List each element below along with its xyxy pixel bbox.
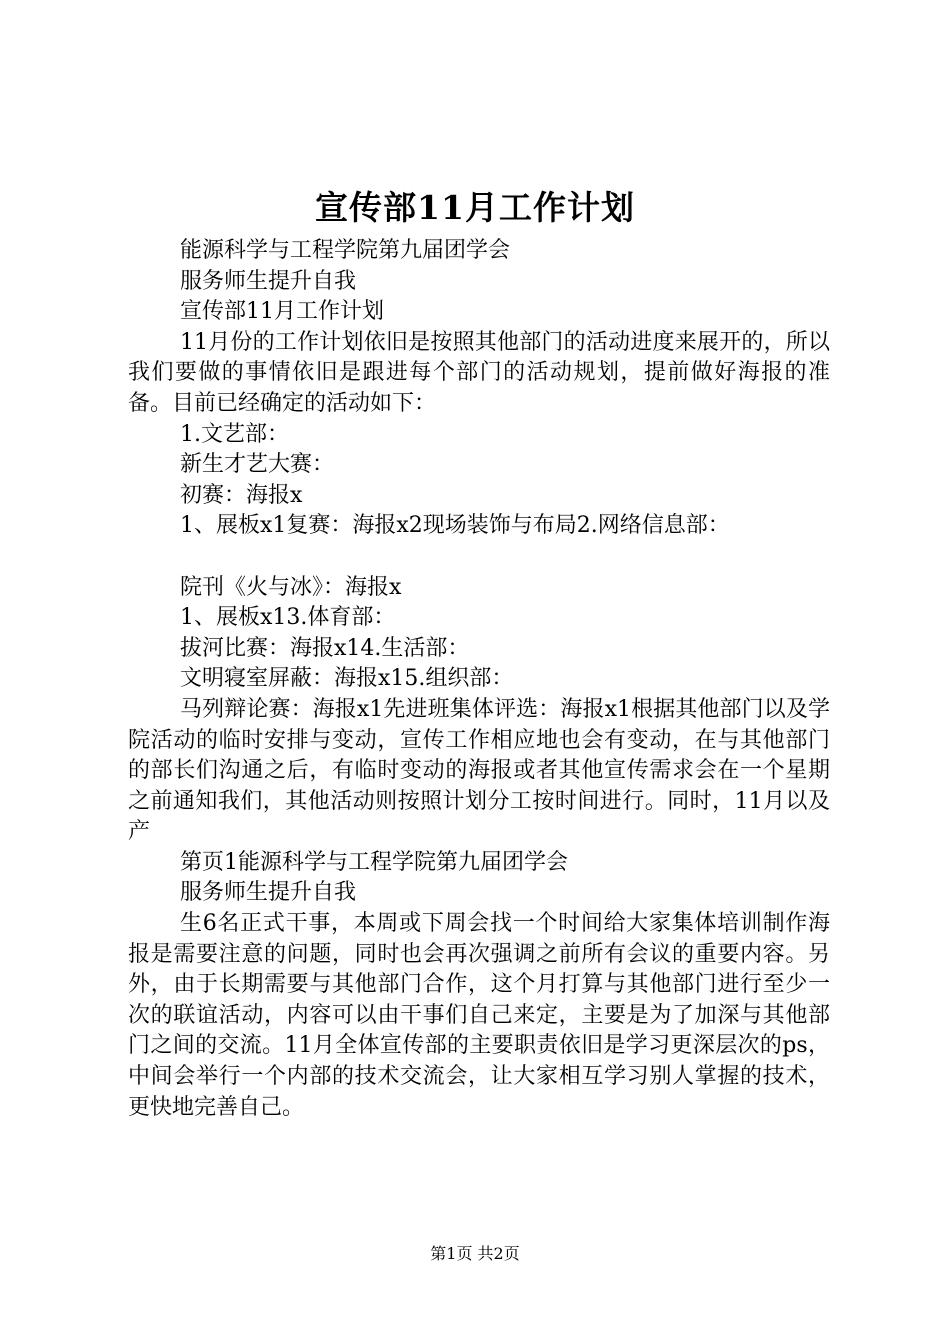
document-body bbox=[128, 236, 830, 1123]
schedule-paragraph: 马列辩论赛：海报x1先进班集体评选：海报x1根据其他部门以及学院活动的临时安排与变动，宣传工作相应地也会有变动，在与其他部门的部长们沟通之后，有临时变动的海报或者其他宣传需求会在一个星期之前通知我们，其他活动则按照计划分工按时间进行。同时，11月以及产 bbox=[128, 696, 830, 845]
list-item: 1、展板x1复赛：海报x2现场装饰与布局2.网络信息部： bbox=[180, 513, 730, 539]
document-title: 宣传部11月工作计划 bbox=[315, 188, 635, 227]
slogan-line: 服务师生提升自我 bbox=[180, 880, 357, 906]
list-item: 院刊《火与冰》：海报x bbox=[180, 574, 402, 600]
slogan-line: 服务师生提升自我 bbox=[180, 268, 357, 294]
list-item: 文明寝室屏蔽：海报x15.组织部： bbox=[180, 666, 514, 692]
page-break-line: 第页1能源科学与工程学院第九届团学会 bbox=[180, 849, 568, 875]
list-item: 初赛：海报x bbox=[180, 482, 303, 508]
training-paragraph: 生6名正式干事，本周或下周会找一个时间给大家集体培训制作海报是需要注意的问题，同时也会再次强调之前所有会议的重要内容。另外，由于长期需要与其他部门合作，这个月打算与其他部门进行至少一次的联谊活动，内容可以由干事们自己来定，主要是为了加深与其他部门之间的交流。11月全体宣传部的主要职责依旧是学习更深层次的ps，中间会举行一个内部的技术交流会，让大家相互学习别人掌握的技术，更快地完善自己。 bbox=[128, 911, 830, 1120]
list-item: 新生才艺大赛： bbox=[180, 452, 335, 478]
subtitle-line: 宣传部11月工作计划 bbox=[180, 299, 384, 325]
org-name-line: 能源科学与工程学院第九届团学会 bbox=[180, 238, 511, 263]
blank-line bbox=[128, 542, 830, 573]
page-footer: 第1页 共2页 bbox=[430, 1244, 520, 1263]
intro-paragraph: 11月份的工作计划依旧是按照其他部门的活动进度来展开的，所以我们要做的事情依旧是跟进每个部门的活动规划，提前做好海报的准备。目前已经确定的活动如下： bbox=[128, 329, 830, 416]
list-item: 1.文艺部： bbox=[180, 421, 289, 447]
list-item: 1、展板x13.体育部： bbox=[180, 605, 396, 631]
list-item: 拔河比赛：海报x14.生活部： bbox=[180, 635, 470, 661]
